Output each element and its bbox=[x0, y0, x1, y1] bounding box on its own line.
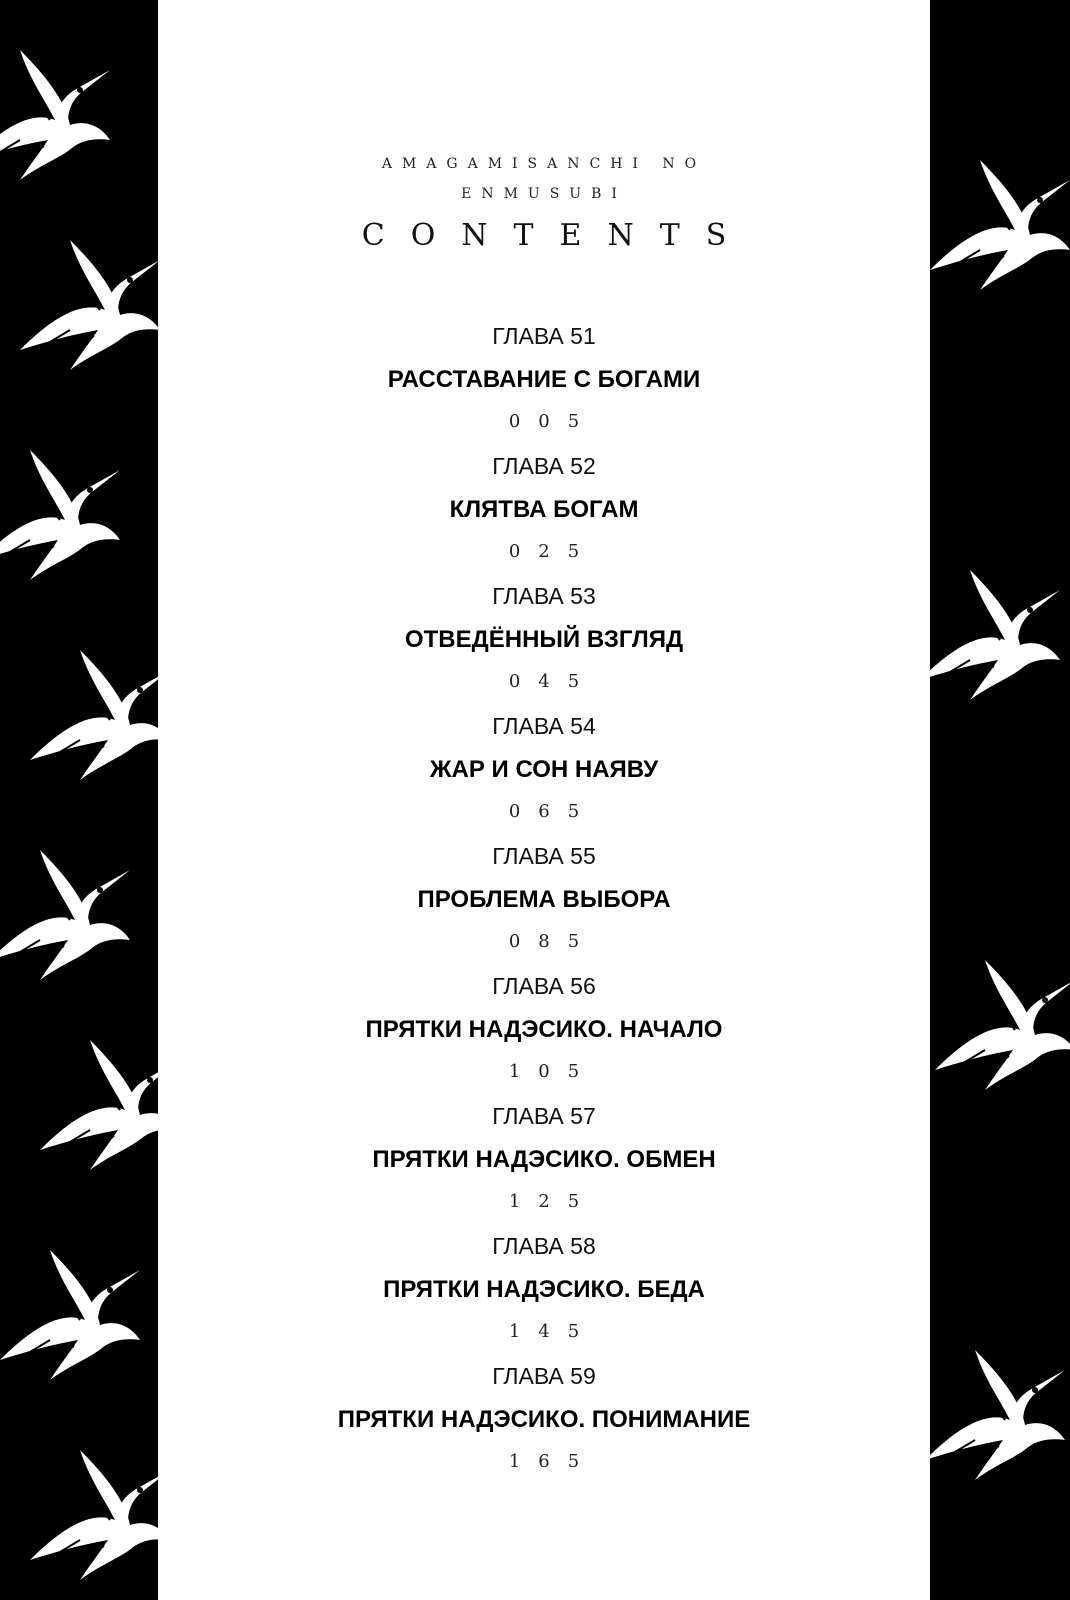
chapter-title: ПРЯТКИ НАДЭСИКО. ПОНИМАНИЕ bbox=[337, 1406, 751, 1433]
chapter-page-number: 105 bbox=[508, 1061, 598, 1082]
series-title-line-1: AMAGAMISANCHI NO bbox=[381, 156, 707, 172]
toc-entry-59[interactable] bbox=[158, 1356, 930, 1486]
chapter-page-number: 065 bbox=[508, 801, 598, 822]
chapter-title: ПРЯТКИ НАДЭСИКО. ОБМЕН bbox=[372, 1146, 716, 1173]
chapter-label: ГЛАВА 52 bbox=[492, 453, 596, 479]
chapter-title: КЛЯТВА БОГАМ bbox=[449, 496, 639, 523]
crane-icon bbox=[930, 560, 1070, 710]
chapter-title: РАССТАВАНИЕ С БОГАМИ bbox=[387, 366, 701, 393]
crane-icon bbox=[20, 640, 158, 790]
crane-icon bbox=[0, 40, 130, 190]
toc-entry-56[interactable] bbox=[158, 966, 930, 1096]
crane-icon bbox=[0, 840, 150, 990]
crane-icon bbox=[10, 230, 158, 380]
crane-icon bbox=[930, 1340, 1070, 1490]
table-of-contents bbox=[158, 316, 930, 1486]
chapter-label: ГЛАВА 53 bbox=[492, 583, 596, 609]
chapter-label: ГЛАВА 58 bbox=[492, 1233, 596, 1259]
toc-entry-57[interactable] bbox=[158, 1096, 930, 1226]
chapter-page-number: 125 bbox=[508, 1191, 598, 1212]
crane-icon bbox=[930, 150, 1070, 300]
crane-icon bbox=[930, 950, 1070, 1100]
toc-entry-53[interactable] bbox=[158, 576, 930, 706]
crane-icon bbox=[0, 440, 140, 590]
crane-icon bbox=[0, 1240, 158, 1390]
chapter-label: ГЛАВА 54 bbox=[492, 713, 596, 739]
contents-page bbox=[158, 0, 930, 1600]
chapter-label: ГЛАВА 55 bbox=[492, 843, 596, 869]
chapter-label: ГЛАВА 59 bbox=[492, 1363, 596, 1389]
chapter-page-number: 165 bbox=[508, 1451, 598, 1472]
chapter-page-number: 025 bbox=[508, 541, 598, 562]
toc-entry-52[interactable] bbox=[158, 446, 930, 576]
chapter-label: ГЛАВА 51 bbox=[492, 323, 596, 349]
chapter-page-number: 005 bbox=[508, 411, 598, 432]
left-crane-panel bbox=[0, 0, 158, 1600]
toc-entry-51[interactable] bbox=[158, 316, 930, 446]
chapter-title: ЖАР И СОН НАЯВУ bbox=[429, 756, 659, 783]
chapter-page-number: 145 bbox=[508, 1321, 598, 1342]
chapter-label: ГЛАВА 56 bbox=[492, 973, 596, 999]
chapter-title: ПРЯТКИ НАДЭСИКО. БЕДА bbox=[383, 1276, 705, 1303]
chapter-title: ПРЯТКИ НАДЭСИКО. НАЧАЛО bbox=[365, 1016, 723, 1043]
crane-icon bbox=[30, 1030, 158, 1180]
chapter-page-number: 045 bbox=[508, 671, 598, 692]
crane-icon bbox=[20, 1440, 158, 1590]
chapter-title: ОТВЕДЁННЫЙ ВЗГЛЯД bbox=[404, 626, 684, 653]
chapter-title: ПРОБЛЕМА ВЫБОРА bbox=[417, 886, 671, 913]
toc-entry-54[interactable] bbox=[158, 706, 930, 836]
chapter-page-number: 085 bbox=[508, 931, 598, 952]
chapter-label: ГЛАВА 57 bbox=[492, 1103, 596, 1129]
right-crane-panel bbox=[930, 0, 1070, 1600]
contents-heading: CONTENTS bbox=[361, 218, 753, 253]
toc-entry-55[interactable] bbox=[158, 836, 930, 966]
toc-entry-58[interactable] bbox=[158, 1226, 930, 1356]
series-title-line-2: ENMUSUBI bbox=[461, 186, 627, 202]
